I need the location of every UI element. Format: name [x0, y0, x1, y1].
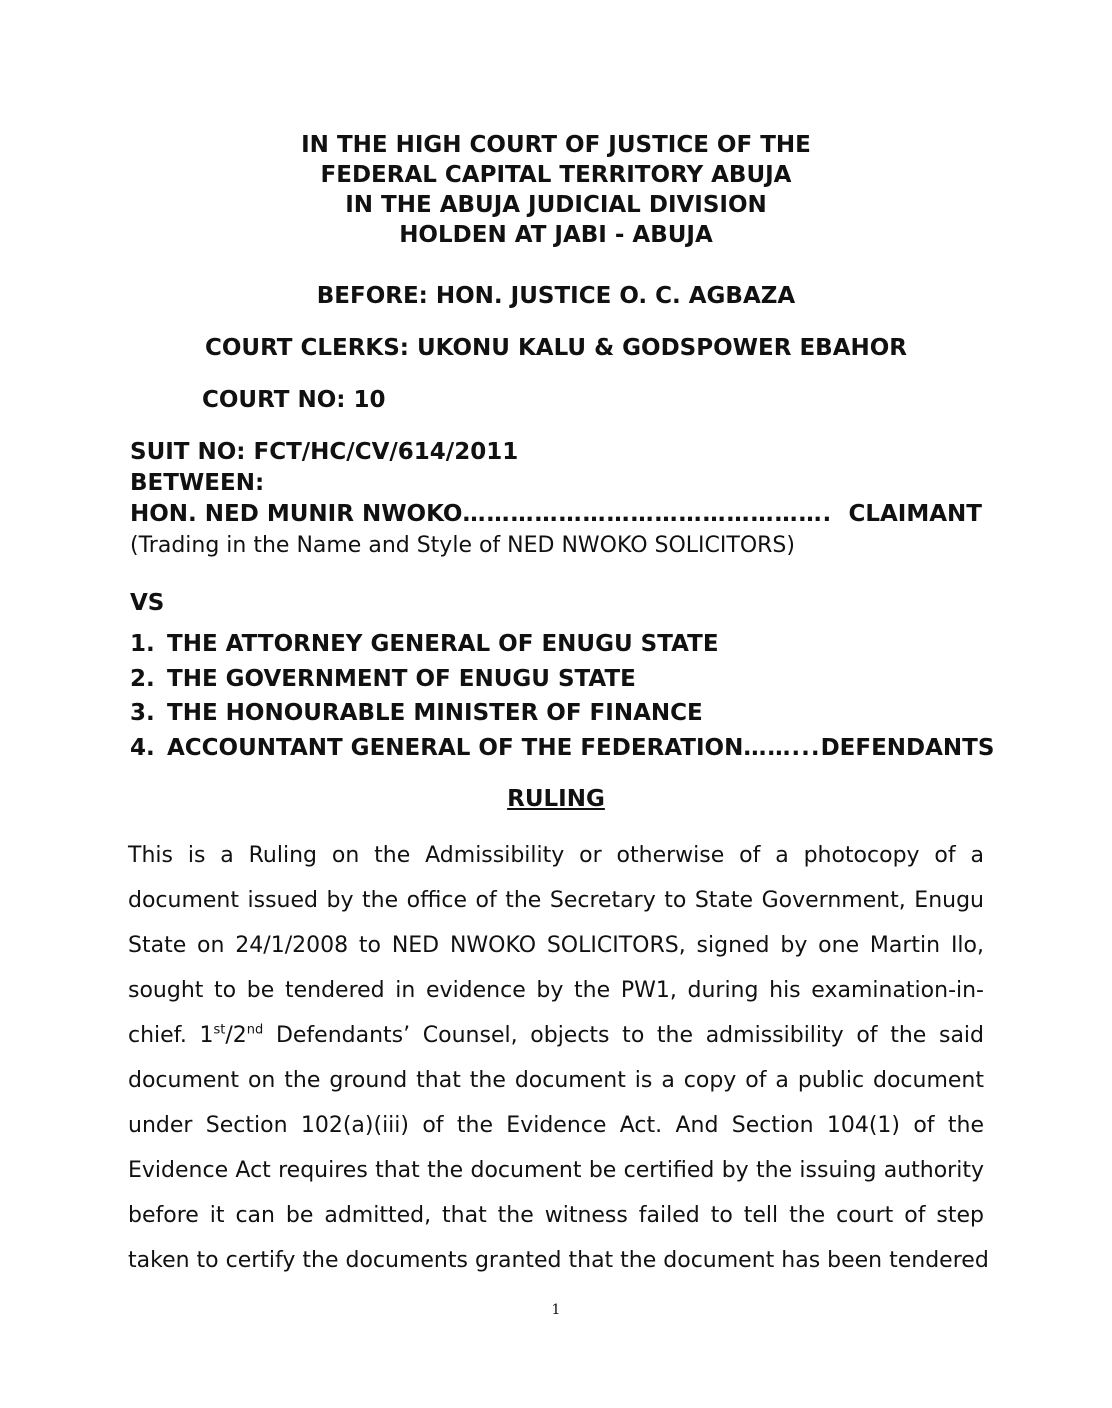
defendant-name: THE HONOURABLE MINISTER OF FINANCE	[167, 700, 703, 726]
defendants-role: DEFENDANTS	[820, 734, 995, 761]
body-line: document issued by the office of the Secretary to State Government, Enugu	[128, 888, 984, 913]
ordinal-superscript: nd	[246, 1022, 264, 1038]
defendant-name: ACCOUNTANT GENERAL OF THE FEDERATION	[167, 734, 744, 761]
body-line: sought to be tendered in evidence by the PW1, during his examination-in-	[128, 978, 984, 1003]
defendant-item	[130, 627, 982, 662]
defendant-item	[130, 662, 982, 697]
heading-line-2: FEDERAL CAPITAL TERRITORY ABUJA	[320, 162, 792, 188]
defendant-item	[130, 696, 982, 731]
heading-line-3: IN THE ABUJA JUDICIAL DIVISION	[345, 192, 767, 218]
claimant-trading-note: (Trading in the Name and Style of NED NWOKO SOLICITORS)	[130, 533, 795, 558]
defendant-dots: ……...	[743, 734, 821, 761]
page-number: 1	[551, 1302, 561, 1318]
suit-number: SUIT NO: FCT/HC/CV/614/2011	[130, 439, 519, 465]
defendants-list	[130, 627, 995, 765]
body-text-fragment: /2	[225, 1023, 247, 1048]
versus-label: VS	[130, 590, 165, 616]
court-number: COURT NO: 10	[202, 387, 386, 413]
heading-line-1: IN THE HIGH COURT OF JUSTICE OF THE	[301, 132, 811, 158]
ruling-body	[128, 833, 989, 1283]
body-line: This is a Ruling on the Admissibility or otherwise of a photocopy of a	[128, 843, 984, 868]
defendant-item	[130, 731, 995, 766]
ordinal-superscript: st	[213, 1022, 226, 1038]
claimant-role: CLAIMANT	[848, 501, 982, 527]
body-line: taken to certify the documents granted that the document has been tendered	[128, 1248, 989, 1273]
defendant-number: 1.	[130, 631, 155, 657]
body-line: State on 24/1/2008 to NED NWOKO SOLICITORS, signed by one Martin Ilo,	[128, 933, 984, 958]
heading-line-4: HOLDEN AT JABI - ABUJA	[399, 222, 713, 248]
claimant-name: HON. NED MUNIR NWOKO	[130, 501, 463, 527]
defendant-name: THE ATTORNEY GENERAL OF ENUGU STATE	[167, 631, 719, 657]
defendant-name: THE GOVERNMENT OF ENUGU STATE	[167, 665, 636, 692]
court-clerks: COURT CLERKS: UKONU KALU & GODSPOWER EBAHOR	[204, 335, 908, 361]
body-line: Evidence Act requires that the document be certified by the issuing authority	[128, 1158, 984, 1183]
body-text-fragment: Defendants’ Counsel, objects to the admissibility of the said	[263, 1023, 984, 1048]
body-text-fragment: chief. 1	[128, 1023, 214, 1048]
body-line	[128, 1013, 984, 1058]
body-line: before it can be admitted, that the witness failed to tell the court of step	[128, 1203, 984, 1228]
court-heading	[0, 130, 1112, 250]
defendant-number: 3.	[130, 700, 155, 726]
between-label: BETWEEN:	[130, 470, 265, 496]
defendant-number: 4.	[130, 734, 155, 761]
claimant-line	[130, 499, 982, 530]
claimant-dots: ……………………………………….	[462, 501, 833, 527]
presiding-judge: BEFORE: HON. JUSTICE O. C. AGBAZA	[316, 283, 796, 309]
suit-block	[130, 437, 982, 561]
ruling-title: RULING	[507, 786, 605, 812]
body-line: document on the ground that the document is a copy of a public document	[128, 1068, 984, 1093]
defendant-number: 2.	[130, 665, 155, 692]
body-line: under Section 102(a)(iii) of the Evidence Act. And Section 104(1) of the	[128, 1113, 984, 1138]
